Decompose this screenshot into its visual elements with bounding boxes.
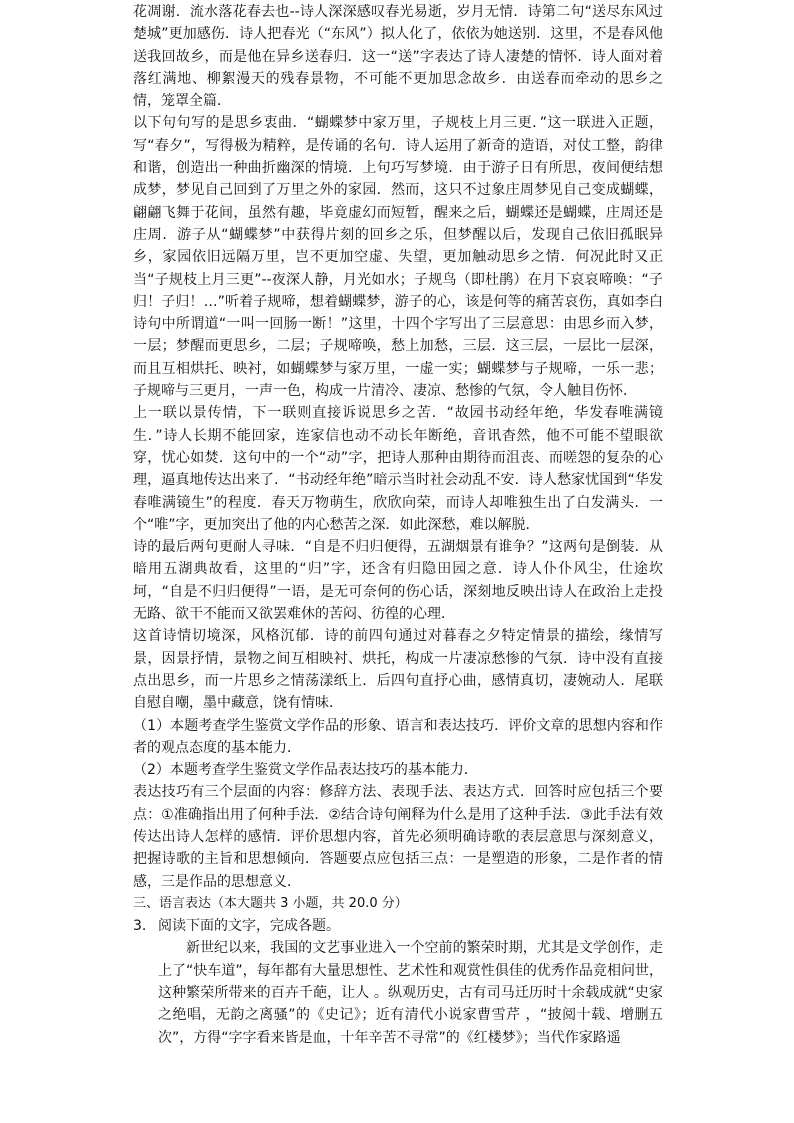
question-number: 3. bbox=[133, 918, 147, 935]
question-passage: 新世纪以来，我国的文艺事业进入一个空前的繁荣时期，尤其是文学创作，走上了“快车道”，每年都有大量思想性、艺术性和观赏性俱佳的优秀作品竞相问世，这种繁荣所带来的百卉千葩，让人 。纵观历史，古有司马迁历时十余载成就“史家之绝唱，无韵之离骚”的《史记》；近有清代小说家曹雪芹 ，“披阅十载、增删五次”，方得“字字看来皆是血，十年辛苦不寻常”的《红楼梦》；当代作家路遥 bbox=[158, 940, 663, 1046]
analysis-paragraph-2: 以下句句写的是思乡衷曲．“蝴蝶梦中家万里，子规枝上月三更．”这一联进入正题，写“春夕”，写得极为精粹，是传诵的名句．诗人运用了新奇的造语，对仗工整，韵律和谐，创造出一种曲折幽深的情境．上句巧写梦境．由于游子日有所思，夜间便结想成梦，梦见自己回到了万里之外的家园．然而，这只不过象庄周梦见自己变成蝴蝶，翩翩飞舞于花间，虽然有趣，毕竟虚幻而短暂，醒来之后，蝴蝶还是蝴蝶，庄周还是庄周．游子从“蝴蝶梦”中获得片刻的回乡之乐，但梦醒以后，发现自己依旧孤眠异乡，家园依旧远隔万里，岂不更加空虚、失望，更加触动思乡之情．何况此时又正当“子规枝上月三更”--夜深人静，月光如水；子规鸟（即杜鹃）在月下哀哀啼唤：“子归！子归！…”听着子规啼，想着蝴蝶梦，游子的心，该是何等的痛苦哀伤，真如李白诗句中所谓道“一叫一回肠一断！”这里，十四个字写出了三层意思：由思乡而入梦，一层；梦醒而更思乡，二层；子规啼唤，愁上加愁，三层．这三层，一层比一层深，而且互相烘托、映衬，如蝴蝶梦与家万里，一虚一实；蝴蝶梦与子规啼，一乐一悲；子规啼与三更月，一声一色，构成一片清冷、凄凉、愁惨的气氛，令人触目伤怀． bbox=[133, 115, 663, 400]
answer-note-1: （1）本题考查学生鉴赏文学作品的形象、语言和表达技巧．评价文章的思想内容和作者的观点态度的基本能力． bbox=[133, 717, 663, 756]
answer-note-2: （2）本题考查学生鉴赏文学作品表达技巧的基本能力． bbox=[133, 762, 478, 779]
analysis-paragraph-1: 花凋谢．流水落花春去也--诗人深深感叹春光易逝，岁月无情．诗第二句“送尽东风过楚城”更加感伤．诗人把春光（“东风”）拟人化了，依依为她送别．这里，不是春风他送我回故乡，而是他在异乡送春归．这一“送”字表达了诗人凄楚的情怀．诗人面对着落红满地、柳絮漫天的残春景物，不可能不更加思念故乡．由送春而牵动的思乡之情，笼罩全篇． bbox=[133, 4, 663, 110]
analysis-paragraph-3: 上一联以景传情，下一联则直接诉说思乡之苦．“故园书动经年绝，华发春唯满镜生．”诗人长期不能回家，连家信也动不动长年断绝，音讯杳然，他不可能不望眼欲穿，忧心如焚．这句中的一个“动”字，把诗人那种由期待而沮丧、而嗟怨的复杂的心理，逼真地传达出来了．“书动经年绝”暗示当时社会动乱不安．诗人愁家忧国到“华发春唯满镜生”的程度．春天万物萌生，欣欣向荣，而诗人却唯独生出了白发满头．一个“唯”字，更加突出了他的内心愁苦之深．如此深愁，难以解脱． bbox=[133, 405, 663, 533]
answer-note-3: 表达技巧有三个层面的内容：修辞方法、表现手法、表达方式．回答时应包括三个要点：①准确指出用了何种手法．②结合诗句阐释为什么是用了这种手法．③此手法有效传达出诗人怎样的感情．评价思想内容，首先必须明确诗歌的表层意思与深刻意义，把握诗歌的主旨和思想倾向．答题要点应包括三点：一是塑造的形象，二是作者的情感，三是作品的思想意义． bbox=[133, 784, 663, 890]
section-heading: 三、语言表达（本大题共 3 小题，共 20.0 分） bbox=[133, 895, 408, 911]
analysis-paragraph-4: 诗的最后两句更耐人寻味．“自是不归归便得，五湖烟景有谁争？”这两句是倒装．从暗用五湖典故看，这里的“归”字，还含有归隐田园之意．诗人仆仆风尘，仕途坎坷，“自是不归归便得”一语，是无可奈何的伤心话，深刻地反映出诗人在政治上走投无路、欲干不能而又欲罢难休的苦闷、彷徨的心理． bbox=[133, 539, 663, 623]
question-3 bbox=[133, 915, 663, 1049]
document-page bbox=[133, 1, 663, 1049]
question-instruction: 阅读下面的文字，完成各题。 bbox=[158, 918, 340, 935]
analysis-paragraph-5: 这首诗情切境深，风格沉郁．诗的前四句通过对暮春之夕特定情景的描绘，缘情写景，因景抒情，景物之间互相映衬、烘托，构成一片凄凉愁惨的气氛．诗中没有直接点出思乡，而一片思乡之情荡漾纸上．后四句直抒心曲，感情真切，凄婉动人．尾联自慰自嘲，墨中藏意，饶有情味． bbox=[133, 628, 663, 712]
question-body bbox=[158, 915, 663, 1049]
